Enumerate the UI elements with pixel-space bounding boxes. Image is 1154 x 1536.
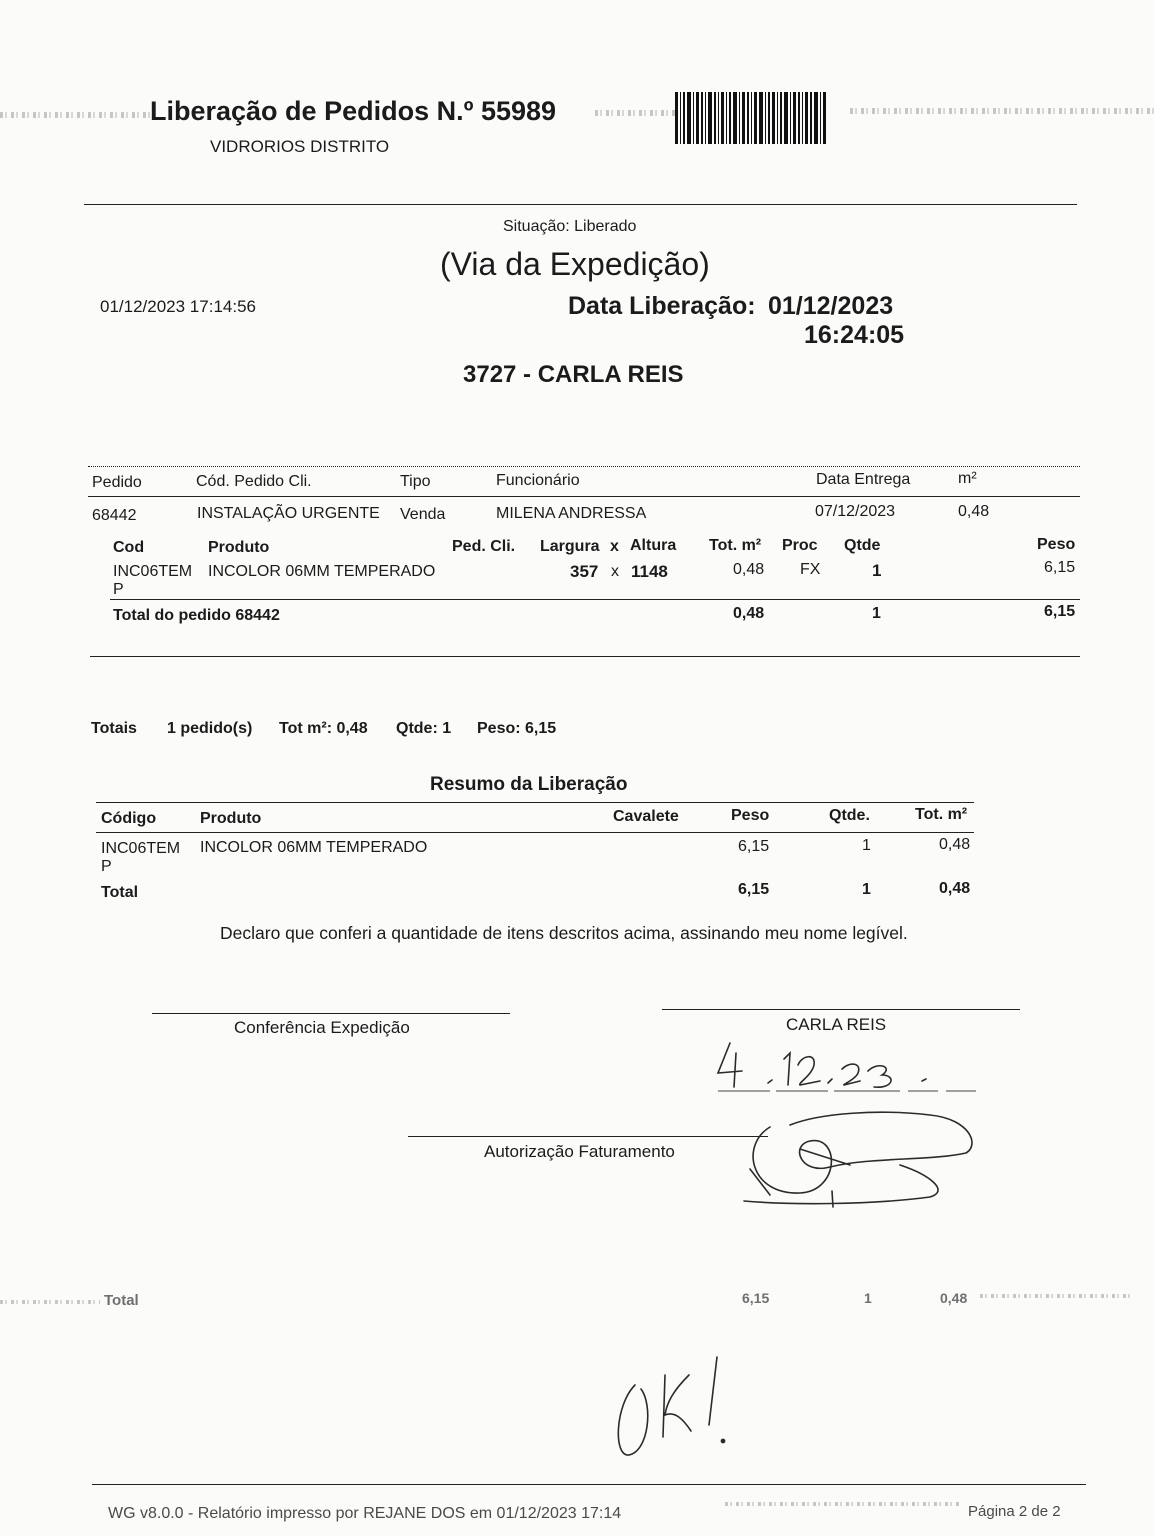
resumo-total-peso: 6,15 bbox=[738, 881, 770, 898]
resumo-peso: 6,15 bbox=[738, 838, 770, 855]
item-x: x bbox=[611, 563, 619, 580]
scan-noise bbox=[850, 108, 1154, 114]
handwritten-ok bbox=[605, 1345, 745, 1465]
item-col-proc: Proc bbox=[782, 537, 818, 554]
ghost-total-m2: 0,48 bbox=[940, 1290, 968, 1306]
ghost-total-peso: 6,15 bbox=[742, 1290, 770, 1306]
handwritten-date bbox=[710, 1035, 980, 1095]
order-total-m2: 0,48 bbox=[733, 605, 765, 622]
resumo-header-underline bbox=[96, 832, 974, 833]
col-cod-pedido-cli: Cód. Pedido Cli. bbox=[196, 473, 312, 490]
item-divider bbox=[110, 599, 1080, 600]
resumo-top-divider bbox=[96, 802, 974, 803]
resumo-produto: INCOLOR 06MM TEMPERADO bbox=[200, 839, 428, 856]
item-col-peso: Peso bbox=[1037, 536, 1076, 553]
resumo-codigo-line1: INC06TEM bbox=[101, 840, 181, 857]
declaration-text: Declaro que conferi a quantidade de itens descritos acima, assinando meu nome legível. bbox=[220, 923, 908, 943]
totais-m2: Tot m²: 0,48 bbox=[279, 720, 368, 737]
item-peso: 6,15 bbox=[1044, 559, 1076, 576]
item-produto: INCOLOR 06MM TEMPERADO bbox=[208, 563, 436, 580]
item-col-cod: Cod bbox=[113, 539, 145, 556]
row-m2: 0,48 bbox=[958, 503, 990, 520]
order-total-peso: 6,15 bbox=[1044, 603, 1076, 620]
totais-peso: Peso: 6,15 bbox=[477, 720, 557, 737]
item-col-produto: Produto bbox=[208, 539, 270, 556]
row-cod-pedido-cli: INSTALAÇÃO URGENTE bbox=[197, 505, 380, 522]
barcode bbox=[675, 92, 848, 144]
resumo-title: Resumo da Liberação bbox=[430, 774, 628, 795]
resumo-tot-m2: 0,48 bbox=[939, 836, 971, 853]
resumo-col-codigo: Código bbox=[101, 810, 157, 827]
item-qtde: 1 bbox=[872, 561, 882, 580]
resumo-qtde: 1 bbox=[862, 837, 871, 854]
print-datetime: 01/12/2023 17:14:56 bbox=[100, 297, 256, 316]
totais-label: Totais bbox=[91, 720, 137, 737]
item-col-qtde: Qtde bbox=[844, 537, 881, 554]
data-liberacao-time: 16:24:05 bbox=[804, 321, 905, 349]
order-total-qtde: 1 bbox=[872, 605, 881, 622]
row-pedido: 68442 bbox=[92, 507, 137, 524]
via-label: (Via da Expedição) bbox=[440, 246, 710, 282]
resumo-col-cavalete: Cavalete bbox=[613, 808, 679, 825]
totais-qtde: Qtde: 1 bbox=[396, 720, 452, 737]
client-name: 3727 - CARLA REIS bbox=[463, 361, 684, 388]
signature-line-client bbox=[662, 1009, 1020, 1010]
resumo-col-produto: Produto bbox=[200, 810, 262, 827]
ghost-total-qtde: 1 bbox=[864, 1290, 872, 1306]
scan-noise bbox=[595, 110, 675, 116]
footer-left: WG v8.0.0 - Relatório impresso por REJANE DOS em 01/12/2023 17:14 bbox=[108, 1505, 622, 1522]
company-name: VIDRORIOS DISTRITO bbox=[210, 137, 390, 156]
col-tipo: Tipo bbox=[400, 473, 431, 490]
footer-divider bbox=[92, 1484, 1086, 1485]
item-col-ped-cli: Ped. Cli. bbox=[452, 538, 516, 555]
item-proc: FX bbox=[800, 561, 821, 578]
conferencia-label: Conferência Expedição bbox=[234, 1018, 410, 1037]
situacao: Situação: Liberado bbox=[503, 218, 637, 235]
resumo-col-peso: Peso bbox=[731, 807, 770, 824]
row-funcionario: MILENA ANDRESSA bbox=[496, 505, 647, 522]
row-tipo: Venda bbox=[400, 506, 446, 523]
scan-noise bbox=[0, 112, 150, 118]
data-liberacao-label: Data Liberação: bbox=[568, 292, 756, 320]
resumo-total-label: Total bbox=[101, 884, 139, 901]
item-tot-m2: 0,48 bbox=[733, 561, 765, 578]
order-bottom-divider bbox=[90, 656, 1080, 657]
item-col-tot-m2: Tot. m² bbox=[709, 537, 762, 554]
item-altura: 1148 bbox=[631, 562, 668, 581]
scan-noise bbox=[725, 1502, 960, 1506]
totais-pedidos: 1 pedido(s) bbox=[167, 720, 253, 737]
scan-noise bbox=[0, 1300, 100, 1304]
item-cod-line2: P bbox=[113, 581, 124, 598]
item-col-largura: Largura bbox=[540, 538, 600, 555]
item-cod-line1: INC06TEM bbox=[113, 563, 193, 580]
row-data-entrega: 07/12/2023 bbox=[815, 503, 896, 520]
col-data-entrega: Data Entrega bbox=[816, 471, 911, 488]
resumo-col-qtde: Qtde. bbox=[829, 807, 870, 824]
autorizacao-label: Autorização Faturamento bbox=[484, 1142, 675, 1161]
item-col-altura: Altura bbox=[630, 537, 677, 554]
header-divider bbox=[84, 204, 1077, 205]
order-total-label: Total do pedido 68442 bbox=[113, 607, 280, 624]
table-top-divider bbox=[88, 466, 1080, 467]
signature-line-autorizacao bbox=[408, 1136, 768, 1137]
col-pedido: Pedido bbox=[92, 474, 142, 491]
item-largura: 357 bbox=[570, 562, 599, 581]
client-signature-name: CARLA REIS bbox=[786, 1015, 887, 1034]
signature-line-conferencia bbox=[152, 1013, 510, 1014]
header-underline bbox=[88, 496, 1080, 497]
col-funcionario: Funcionário bbox=[496, 472, 580, 489]
scan-noise bbox=[980, 1294, 1130, 1298]
footer-page: Página 2 de 2 bbox=[968, 1503, 1061, 1520]
resumo-total-m2: 0,48 bbox=[939, 880, 971, 897]
ghost-total-label: Total bbox=[104, 1292, 139, 1309]
resumo-col-tot-m2: Tot. m² bbox=[915, 806, 968, 823]
handwritten-signature bbox=[730, 1105, 980, 1225]
resumo-total-qtde: 1 bbox=[862, 881, 871, 898]
data-liberacao-date: 01/12/2023 bbox=[768, 292, 894, 320]
col-m2: m² bbox=[958, 470, 977, 487]
item-col-x: x bbox=[610, 538, 619, 555]
document-title: Liberação de Pedidos N.º 55989 bbox=[150, 96, 557, 126]
resumo-codigo-line2: P bbox=[101, 858, 112, 875]
